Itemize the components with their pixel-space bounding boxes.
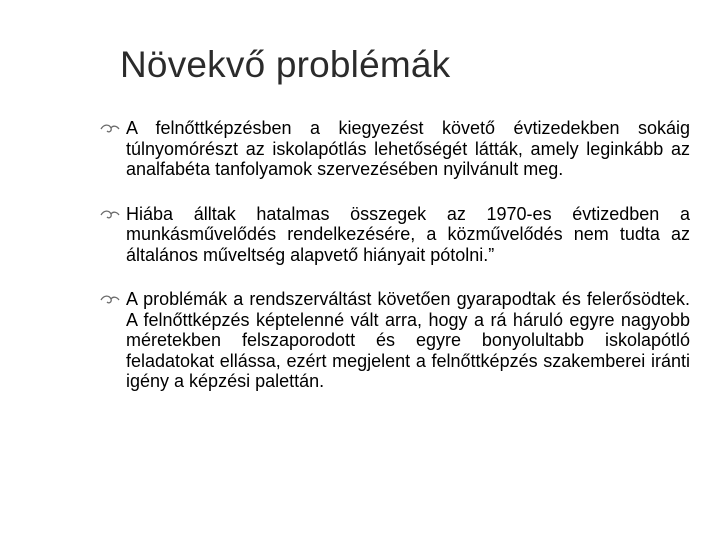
swirl-bullet-icon [100, 209, 120, 221]
slide-title: Növekvő problémák [120, 44, 451, 85]
list-item [100, 204, 690, 266]
bullet-text: A problémák a rendszerváltást követően gyarapodtak és felerősödtek. A felnőttképzés képtelenné vált arra, hogy a rá háruló egyre nagyobb méretekben felszaporodott és egyre bonyolultabb iskolapótló feladatokat ellássa, ezért megjelent a felnőttképzés szakemberei iránti igény a képzési palettán. [126, 289, 690, 391]
bullet-text: A felnőttképzésben a kiegyezést követő évtizedekben sokáig túlnyomórészt az iskolapótlás lehetőségét látták, amely leginkább az analfabéta tanfolyamok szervezésében nyilvánult meg. [126, 118, 690, 179]
swirl-bullet-icon [100, 123, 120, 135]
bullet-list [100, 118, 690, 416]
bullet-text: Hiába álltak hatalmas összegek az 1970-es évtizedben a munkásművelődés rendelkezésére, a közművelődés nem tudta az általános műveltség alapvető hiányait pótolni.” [126, 203, 690, 265]
list-item [100, 118, 690, 180]
list-item [100, 289, 690, 392]
swirl-bullet-icon [100, 294, 120, 306]
